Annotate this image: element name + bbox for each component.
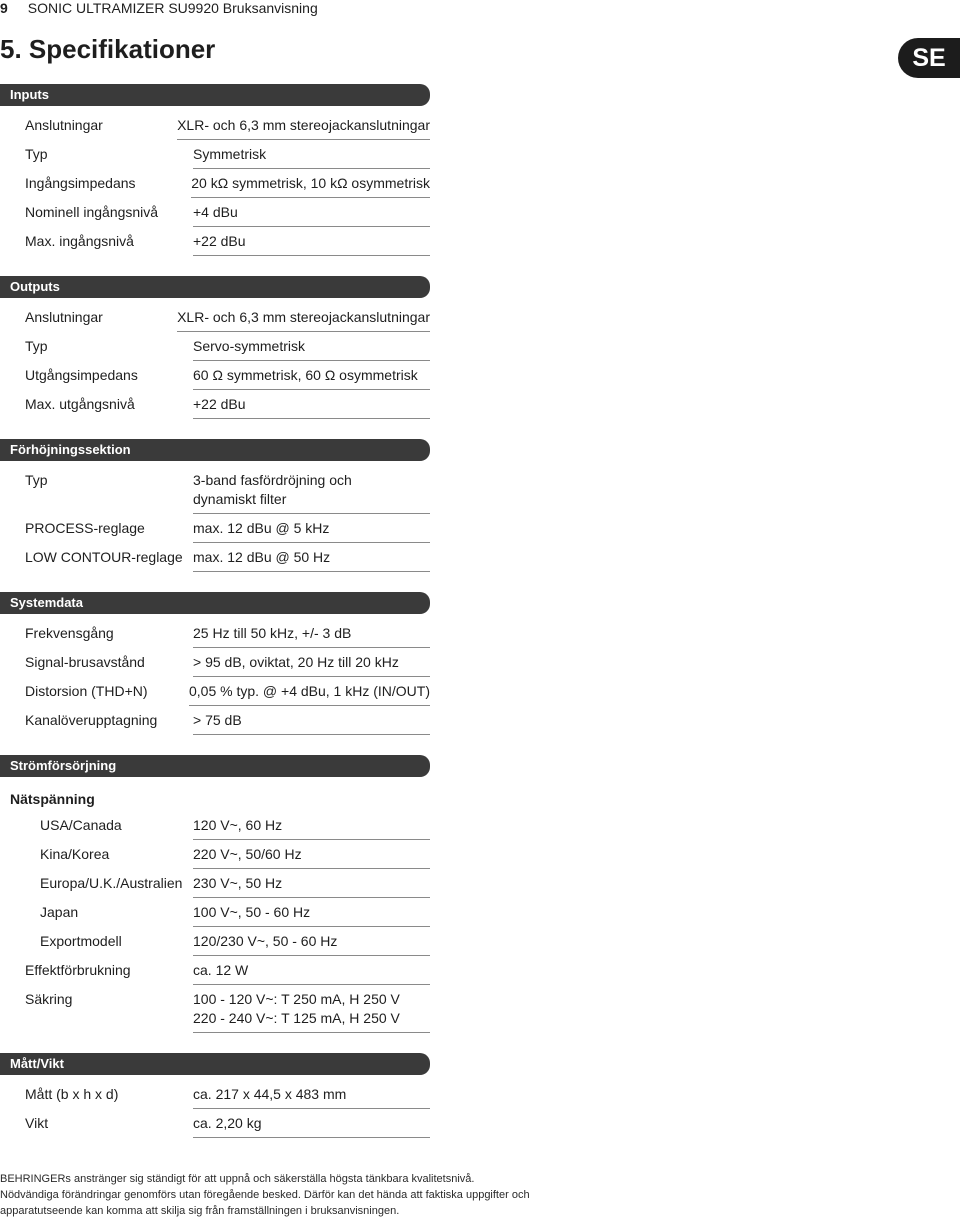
spec-label: Vikt	[25, 1115, 49, 1131]
spec-value: 230 V~, 50 Hz	[193, 869, 430, 898]
spec-label: USA/Canada	[40, 817, 122, 833]
spec-label: Utgångsimpedans	[25, 367, 138, 383]
spec-value: Servo-symmetrisk	[193, 332, 430, 361]
spec-value: 220 V~, 50/60 Hz	[193, 840, 430, 869]
section-heading: Mått/Vikt	[0, 1053, 430, 1075]
spec-value: 100 - 120 V~: T 250 mA, H 250 V 220 - 240 V~: T 125 mA, H 250 V	[193, 985, 430, 1033]
spec-value: 60 Ω symmetrisk, 60 Ω osymmetrisk	[193, 361, 430, 390]
page-number: 9	[0, 0, 8, 16]
spec-label: Säkring	[25, 991, 73, 1007]
spec-label: Japan	[40, 904, 79, 920]
spec-label: PROCESS-reglage	[25, 520, 145, 536]
spec-content	[0, 84, 430, 1138]
spec-section	[0, 1053, 430, 1138]
spec-row	[0, 332, 430, 361]
spec-value: 3-band fasfördröjning och dynamiskt filter	[193, 466, 430, 514]
spec-row	[0, 361, 430, 390]
spec-row	[0, 956, 430, 985]
spec-row	[0, 1109, 430, 1138]
spec-label: Signal-brusavstånd	[25, 654, 145, 670]
section-heading: Outputs	[0, 276, 430, 298]
spec-row	[0, 111, 430, 140]
spec-value: 120/230 V~, 50 - 60 Hz	[193, 927, 430, 956]
spec-label: Max. utgångsnivå	[25, 396, 135, 412]
spec-label: LOW CONTOUR-reglage	[25, 549, 183, 565]
section-subheading: Nätspänning	[10, 791, 95, 807]
spec-row	[0, 514, 430, 543]
spec-value: +22 dBu	[193, 390, 430, 419]
spec-row	[0, 869, 430, 898]
spec-row	[0, 466, 430, 514]
spec-row	[0, 898, 430, 927]
spec-value: 100 V~, 50 - 60 Hz	[193, 898, 430, 927]
spec-row	[0, 811, 430, 840]
footer-line: Nödvändiga förändringar genomförs utan föregående besked. Därför kan det hända att faktiska uppgifter och	[0, 1189, 530, 1201]
document-title: SONIC ULTRAMIZER SU9920 Bruksanvisning	[27, 0, 318, 16]
spec-label: Anslutningar	[25, 117, 103, 133]
spec-row	[0, 140, 430, 169]
spec-row	[0, 198, 430, 227]
spec-value: 25 Hz till 50 kHz, +/- 3 dB	[193, 619, 430, 648]
spec-section	[0, 439, 430, 572]
footer-line: BEHRINGERs anstränger sig ständigt för att uppnå och säkerställa högsta tänkbara kvalitetsnivå.	[0, 1173, 475, 1185]
spec-value: +22 dBu	[193, 227, 430, 256]
spec-label: Typ	[25, 472, 48, 488]
spec-value: ca. 217 x 44,5 x 483 mm	[193, 1080, 430, 1109]
section-heading: Systemdata	[0, 592, 430, 614]
section-heading: Inputs	[0, 84, 430, 106]
spec-row	[0, 543, 430, 572]
spec-row	[0, 840, 430, 869]
spec-label: Max. ingångsnivå	[25, 233, 134, 249]
spec-label: Kanalöverupptagning	[25, 712, 158, 728]
spec-label: Nominell ingångsnivå	[25, 204, 159, 220]
spec-label: Mått (b x h x d)	[25, 1086, 119, 1102]
spec-row	[0, 227, 430, 256]
spec-row	[0, 706, 430, 735]
spec-label: Europa/U.K./Australien	[40, 875, 183, 891]
spec-value: XLR- och 6,3 mm stereojackanslutningar	[177, 111, 430, 140]
spec-label: Anslutningar	[25, 309, 103, 325]
spec-row	[0, 390, 430, 419]
spec-row	[0, 985, 430, 1033]
spec-section	[0, 592, 430, 735]
spec-value: 20 kΩ symmetrisk, 10 kΩ osymmetrisk	[191, 169, 430, 198]
language-badge: SE	[898, 38, 960, 78]
spec-value: ca. 12 W	[193, 956, 430, 985]
spec-label: Typ	[25, 146, 48, 162]
footer-note	[0, 1171, 530, 1219]
spec-row	[0, 1080, 430, 1109]
spec-section	[0, 276, 430, 419]
spec-value: 0,05 % typ. @ +4 dBu, 1 kHz (IN/OUT)	[189, 677, 430, 706]
spec-row	[0, 648, 430, 677]
spec-label: Typ	[25, 338, 48, 354]
spec-section	[0, 84, 430, 256]
footer-line: apparatutseende kan komma att skilja sig från framställningen i bruksanvisningen.	[0, 1205, 400, 1217]
spec-value: > 75 dB	[193, 706, 430, 735]
spec-label: Ingångsimpedans	[25, 175, 136, 191]
page-header	[0, 0, 318, 16]
spec-row	[0, 677, 430, 706]
spec-label: Exportmodell	[40, 933, 122, 949]
section-heading: Strömförsörjning	[0, 755, 430, 777]
spec-row	[0, 927, 430, 956]
spec-value: +4 dBu	[193, 198, 430, 227]
spec-value: max. 12 dBu @ 5 kHz	[193, 514, 430, 543]
spec-value: ca. 2,20 kg	[193, 1109, 430, 1138]
spec-label: Frekvensgång	[25, 625, 114, 641]
spec-row	[0, 619, 430, 648]
spec-value: max. 12 dBu @ 50 Hz	[193, 543, 430, 572]
spec-value: 120 V~, 60 Hz	[193, 811, 430, 840]
page-title: 5. Specifikationer	[0, 34, 216, 64]
spec-label: Kina/Korea	[40, 846, 110, 862]
spec-label: Effektförbrukning	[25, 962, 131, 978]
spec-row	[0, 169, 430, 198]
spec-value: > 95 dB, oviktat, 20 Hz till 20 kHz	[193, 648, 430, 677]
spec-label: Distorsion (THD+N)	[25, 683, 148, 699]
section-heading: Förhöjningssektion	[0, 439, 430, 461]
spec-section	[0, 755, 430, 1033]
spec-value: XLR- och 6,3 mm stereojackanslutningar	[177, 303, 430, 332]
spec-value: Symmetrisk	[193, 140, 430, 169]
spec-row	[0, 303, 430, 332]
